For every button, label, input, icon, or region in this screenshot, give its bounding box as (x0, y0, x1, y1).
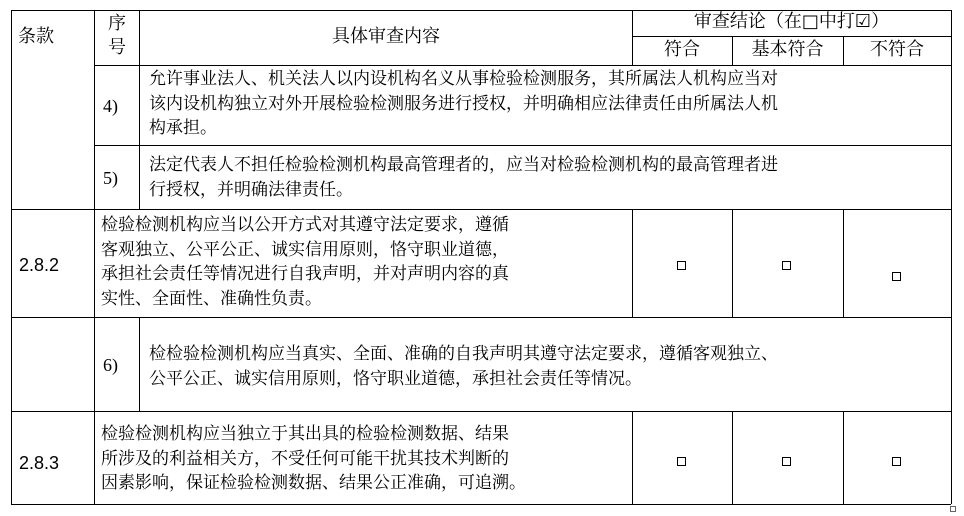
header-conclusion: 审查结论（在□中打☑） (693, 11, 890, 32)
seq-number: 6) (103, 355, 118, 375)
seq-number: 4) (103, 96, 118, 116)
checkbox-basic-comply[interactable] (782, 457, 791, 466)
row-content: 允许事业法人、机关法人以内设机构名义从事检验检测服务，其所属法人机构应当对 该内设机构独立对外开展检验检测服务进行授权，并明确相应法律责任由所属法人机 构承担。 (149, 69, 778, 138)
header-basic-comply: 基本符合 (751, 39, 824, 60)
header-content: 具体审查内容 (332, 26, 440, 47)
checkbox-basic-comply[interactable] (782, 261, 791, 270)
header-comply: 符合 (664, 39, 700, 60)
row-content: 法定代表人不担任检验检测机构最高管理者的，应当对检验检测机构的最高管理者进 行授权，并明确法律责任。 (149, 155, 778, 200)
clause-number: 2.8.2 (19, 255, 60, 275)
clause-number: 2.8.3 (19, 453, 60, 473)
header-clause: 条款 (18, 26, 54, 47)
table-resize-handle[interactable] (950, 506, 956, 512)
row-content: 检验检测机构应当独立于其出具的检验检测数据、结果 所涉及的利益相关方，不受任何可能干扰其技术判断的 因素影响，保证检验检测数据、结果公正准确，可追溯。 (101, 424, 526, 493)
row-content: 检检验检测机构应当真实、全面、准确的自我声明其遵守法定要求，遵循客观独立、 公平公正、诚实信用原则，恪守职业道德，承担社会责任等情况。 (149, 344, 778, 389)
checkbox-noncomply[interactable] (892, 272, 901, 281)
seq-number: 5) (103, 168, 118, 188)
checkbox-comply[interactable] (677, 457, 686, 466)
checkbox-noncomply[interactable] (892, 457, 901, 466)
header-seq: 序 号 (108, 13, 126, 58)
row-content: 检验检测机构应当以公开方式对其遵守法定要求，遵循 客观独立、公平公正、诚实信用原则，恪守职业道德， 承担社会责任等情况进行自我声明，并对声明内容的真 实性、全面性、准确性负责。 (101, 215, 509, 309)
checkbox-comply[interactable] (677, 261, 686, 270)
header-noncomply: 不符合 (870, 39, 924, 60)
